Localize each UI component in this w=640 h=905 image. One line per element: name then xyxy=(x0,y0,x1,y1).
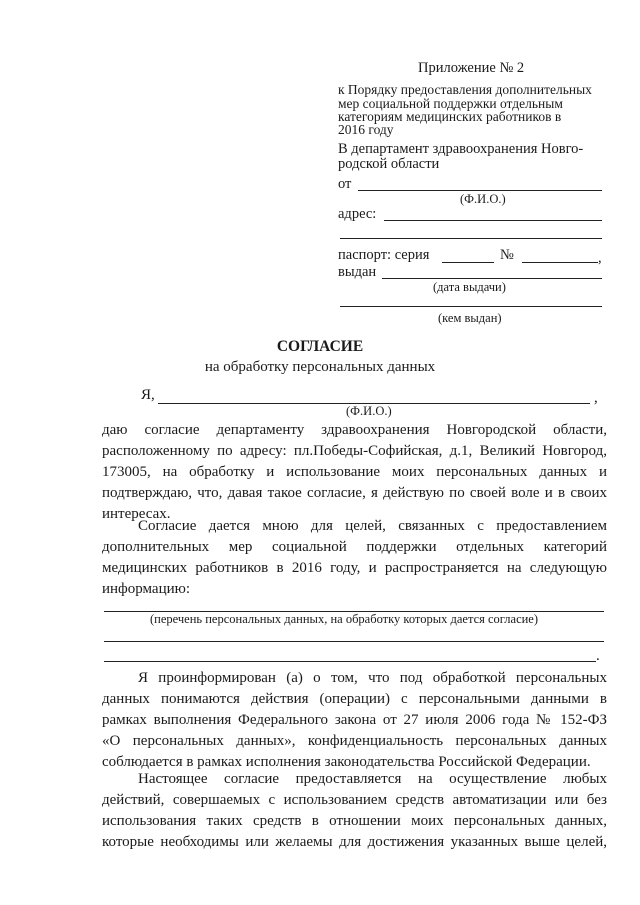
p3-line-5: соблюдается в рамках исполнения законодательства Российской Федерации. xyxy=(102,754,591,770)
p3-line-1: Я проинформирован (а) о том, что под обработкой персональных xyxy=(138,670,607,686)
from-fio-caption: (Ф.И.О.) xyxy=(460,192,506,206)
order-line-4: 2016 году xyxy=(338,122,394,137)
from-fio-line xyxy=(358,190,602,191)
document-subtitle: на обработку персональных данных xyxy=(204,359,436,375)
p2-line-4: информацию: xyxy=(102,581,191,597)
passport-number-line xyxy=(522,262,598,263)
p4-line-2: действий, совершаемых с использованием средств автоматизации или без xyxy=(102,792,607,808)
passport-number-sign: № xyxy=(500,247,514,263)
order-line-2: мер социальной поддержки отдельным xyxy=(338,96,563,111)
appendix-number: Приложение № 2 xyxy=(418,60,525,76)
data-list-line-2 xyxy=(104,641,604,642)
p4-line-3: использования таких средств в отношении моих персональных данных, xyxy=(102,813,607,829)
issue-date-caption: (дата выдачи) xyxy=(433,280,506,294)
data-list-period: . xyxy=(596,648,600,664)
p2-line-1: Согласие дается мною для целей, связанных с предоставлением xyxy=(138,518,607,534)
p3-line-4: «О персональных данных», конфиденциальность персональных данных xyxy=(102,733,607,749)
p3-line-3: рамках выполнения Федерального закона от 27 июля 2006 года № 152-ФЗ xyxy=(102,712,607,728)
address-line-2 xyxy=(340,238,602,239)
p1-line-4: подтверждаю, что, давая такое согласие, я действую по своей воле и в своих xyxy=(102,485,607,501)
issued-by-line xyxy=(340,306,602,307)
p1-line-3: 173005, на обработку и использование моих персональных данных и xyxy=(102,464,607,480)
p3-line-2: данных понимаются действия (операции) с персональными данными в xyxy=(102,691,607,707)
data-list-caption: (перечень персональных данных, на обработку которых дается согласие) xyxy=(150,612,539,626)
p4-line-4: которые необходимы или желаемы для достижения указанных выше целей, xyxy=(102,834,607,850)
i-label: Я, xyxy=(141,387,155,403)
issued-by-caption: (кем выдан) xyxy=(438,311,502,325)
order-line-1: к Порядку предоставления дополнительных xyxy=(338,82,592,97)
p1-line-5: интересах. xyxy=(102,506,171,522)
dept-line-1: В департамент здравоохранения Новго- xyxy=(338,141,584,157)
declarant-comma: , xyxy=(594,390,598,406)
passport-label: паспорт: серия xyxy=(338,247,430,263)
p1-line-2: расположенному по адресу: пл.Победы-Софийская, д.1, Великий Новгород, xyxy=(102,443,607,459)
document-title: СОГЛАСИЕ xyxy=(276,338,364,355)
address-label: адрес: xyxy=(338,206,377,222)
address-line-1 xyxy=(384,220,602,221)
issued-label: выдан xyxy=(338,264,377,280)
order-line-3: категориям медицинских работников в xyxy=(338,109,562,124)
passport-comma: , xyxy=(598,250,602,266)
from-label: от xyxy=(338,176,352,192)
data-list-line-3 xyxy=(104,661,596,662)
p2-line-2: дополнительных мер социальной поддержки отдельных категорий xyxy=(102,539,607,555)
p1-line-1: даю согласие департаменту здравоохранения Новгородской области, xyxy=(102,422,607,438)
p2-line-3: медицинских работников в 2016 году, и распространяется на следующую xyxy=(102,560,607,576)
issued-line xyxy=(382,278,602,279)
passport-series-line xyxy=(442,262,494,263)
dept-line-2: родской области xyxy=(338,156,440,172)
declarant-fio-caption: (Ф.И.О.) xyxy=(346,404,392,418)
p4-line-1: Настоящее согласие предоставляется на осуществление любых xyxy=(138,771,607,787)
